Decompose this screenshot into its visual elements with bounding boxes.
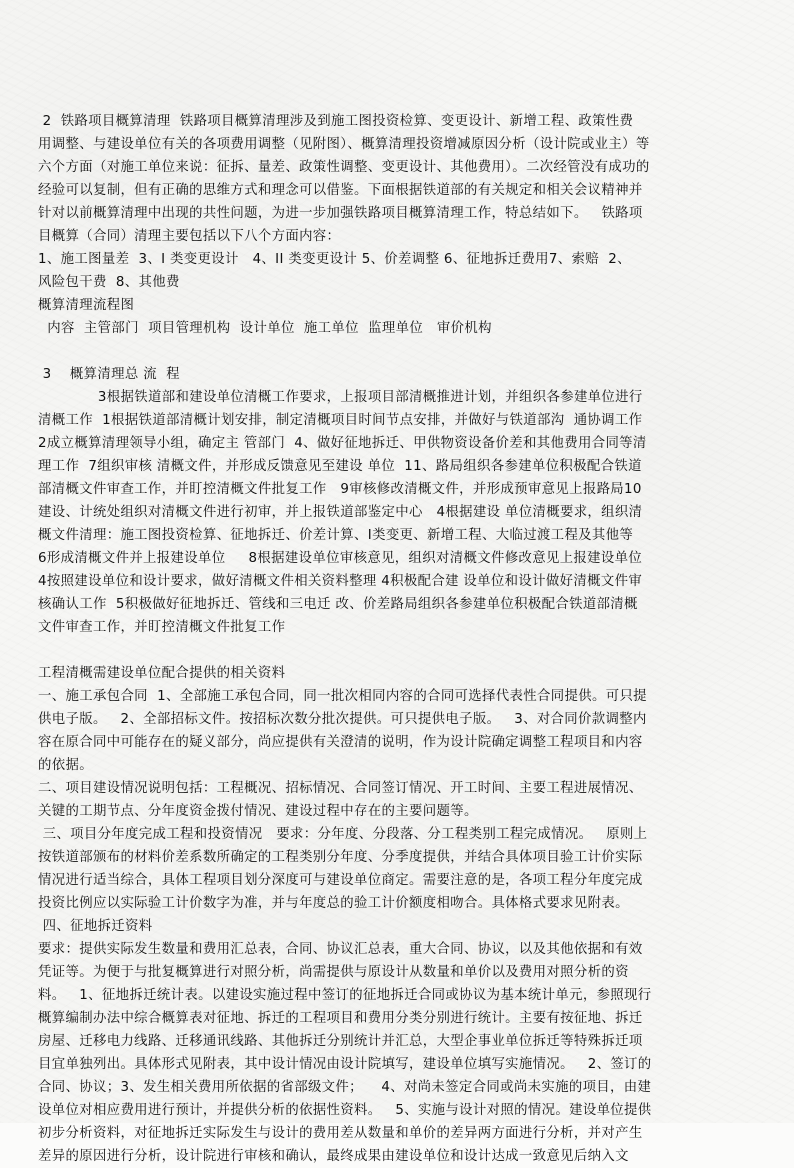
text-line: 部清概文件审查工作，并盯控清概文件批复工作 9审核修改清概文件，并形成预审意见上报路局10 <box>38 482 642 497</box>
text-line: 关键的工期节点、分年度资金拨付情况、建设过程中存在的主要问题等。 <box>38 804 478 819</box>
text-line: 供电子版。 2、全部招标文件。按招标次数分批次提供。可只提供电子版。 3、对合同价款调整内 <box>38 712 647 727</box>
text-line: 目概算（合同）清理主要包括以下八个方面内容： <box>38 229 341 244</box>
text-line: 料。 1、征地拆迁统计表。以建设实施过程中签订的征地拆迁合同或协议为基本统计单元，参照现行 <box>38 988 652 1003</box>
text-line: 一、施工承包合同 1、全部施工承包合同，同一批次相同内容的合同可选择代表性合同提供。可只提 <box>38 689 647 704</box>
text-line: 初步分析资料，对征地拆迁实际发生与设计的费用差从数量和单价的差异两方面进行分析，并对产生 <box>38 1126 643 1141</box>
text-line: 六个方面（对施工单位来说：征拆、量差、政策性调整、变更设计、其他费用）。二次经管没有成功的 <box>38 160 650 175</box>
section-heading: 概算清理流程图 <box>38 298 135 313</box>
text-line: 二、项目建设情况说明包括：工程概况、招标情况、合同签订情况、开工时间、主要工程进展情况、 <box>38 781 643 796</box>
text-line: 清概工作 1根据铁道部清概计划安排，制定清概项目时间节点安排，并做好与铁道部沟 通协调工作 <box>38 413 643 428</box>
text-line: 合同、协议；3、发生相关费用所依据的省部级文件； 4、对尚未签定合同或尚未实施的项目，由建 <box>38 1080 652 1095</box>
text-line: 凭证等。为便于与批复概算进行对照分析，尚需提供与原设计从数量和单价以及费用对照分析的资 <box>38 965 629 980</box>
text-line: 理工作 7组织审核 清概文件，并形成反馈意见至建设 单位 11、路局组织各参建单位积极配合铁道 <box>38 459 642 474</box>
text-line: 经验可以复制，但有正确的思维方式和理念可以借鉴。下面根据铁道部的有关规定和相关会议精神并 <box>38 183 643 198</box>
text-line: 核确认工作 5积极做好征地拆迁、管线和三电迁 改、价差路局组织各参建单位积极配合铁道部清概 <box>38 597 638 612</box>
text-line: 4按照建设单位和设计要求，做好清概文件相关资料整理 4积极配合建 设单位和设计做好清概文件审 <box>38 574 643 589</box>
document-body <box>38 110 756 1168</box>
text-line: 差异的原因进行分析，设计院进行审核和确认，最终成果由建设单位和设计达成一致意见后纳入文 <box>38 1149 629 1164</box>
text-line: 2 铁路项目概算清理 铁路项目概算清理涉及到施工图投资检算、变更设计、新增工程、政策性费 <box>38 114 634 129</box>
text-line: 1、施工图量差 3、I 类变更设计 4、II 类变更设计 5、价差调整 6、征地拆迁费用7、索赔 2、 <box>38 252 631 267</box>
spacer <box>38 639 756 662</box>
text-line: 情况进行适当综合，具体工程项目划分深度可与建设单位商定。需要注意的是，各项工程分年度完成 <box>38 873 643 888</box>
text-line: 三、项目分年度完成工程和投资情况 要求：分年度、分段落、分工程类别工程完成情况。 原则上 <box>38 827 648 842</box>
text-line: 房屋、迁移电力线路、迁移通讯线路、其他拆迁分别统计并汇总，大型企事业单位拆迁等特殊拆迁项 <box>38 1034 643 1049</box>
text-line: 概文件清理：施工图投资检算、征地拆迁、价差计算、I类变更、新增工程、大临过渡工程及其他等 <box>38 528 634 543</box>
spacer <box>38 340 756 363</box>
text-line: 的依据。 <box>38 758 93 773</box>
text-line: 四、征地拆迁资料 <box>38 919 153 934</box>
section-heading: 工程清概需建设单位配合提供的相关资料 <box>38 666 286 681</box>
text-line: 针对以前概算清理中出现的共性问题，为进一步加强铁路项目概算清理工作，特总结如下。 铁路项 <box>38 206 643 221</box>
text-line: 按铁道部颁布的材料价差系数所确定的工程类别分年度、分季度提供，并结合具体项目验工计价实际 <box>38 850 643 865</box>
text-line: 目宜单独列出。具体形式见附表，其中设计情况由设计院填写，建设单位填写实施情况。 2、签订的 <box>38 1057 652 1072</box>
text-line: 文件审查工作，并盯控清概文件批复工作 <box>38 620 286 635</box>
text-line: 投资比例应以实际验工计价数字为准，并与年度总的验工计价额度相吻合。具体格式要求见附表。 <box>38 896 629 911</box>
text-line: 建设、计统处组织对清概文件进行初审，并上报铁道部鉴定中心 4根据建设 单位清概要求，组织清 <box>38 505 643 520</box>
text-line: 要求：提供实际发生数量和费用汇总表，合同、协议汇总表，重大合同、协议，以及其他依据和有效 <box>38 942 643 957</box>
text-line: 6形成清概文件并上报建设单位 8根据建设单位审核意见，组织对清概文件修改意见上报建设单位 <box>38 551 643 566</box>
text-line: 容在原合同中可能存在的疑义部分，尚应提供有关澄清的说明，作为设计院确定调整工程项目和内容 <box>38 735 643 750</box>
table-header-row: 内容 主管部门 项目管理机构 设计单位 施工单位 监理单位 审价机构 <box>38 321 492 336</box>
text-line: 2成立概算清理领导小组，确定主 管部门 4、做好征地拆迁、甲供物资设备价差和其他费用合同等清 <box>38 436 647 451</box>
text-line: 3根据铁道部和建设单位清概工作要求，上报项目部清概推进计划，并组织各参建单位进行 <box>38 390 643 405</box>
text-line: 概算编制办法中综合概算表对征地、拆迁的工程项目和费用分类分别进行统计。主要有按征地、拆迁 <box>38 1011 643 1026</box>
text-line: 设单位对相应费用进行预计，并提供分析的依据性资料。 5、实施与设计对照的情况。建设单位提供 <box>38 1103 652 1118</box>
section-heading: 3 概算清理总 流 程 <box>38 367 180 382</box>
text-line: 风险包干费 8、其他费 <box>38 275 180 290</box>
text-line: 用调整、与建设单位有关的各项费用调整（见附图）、概算清理投资增减原因分析（设计院或业主）等 <box>38 137 650 152</box>
